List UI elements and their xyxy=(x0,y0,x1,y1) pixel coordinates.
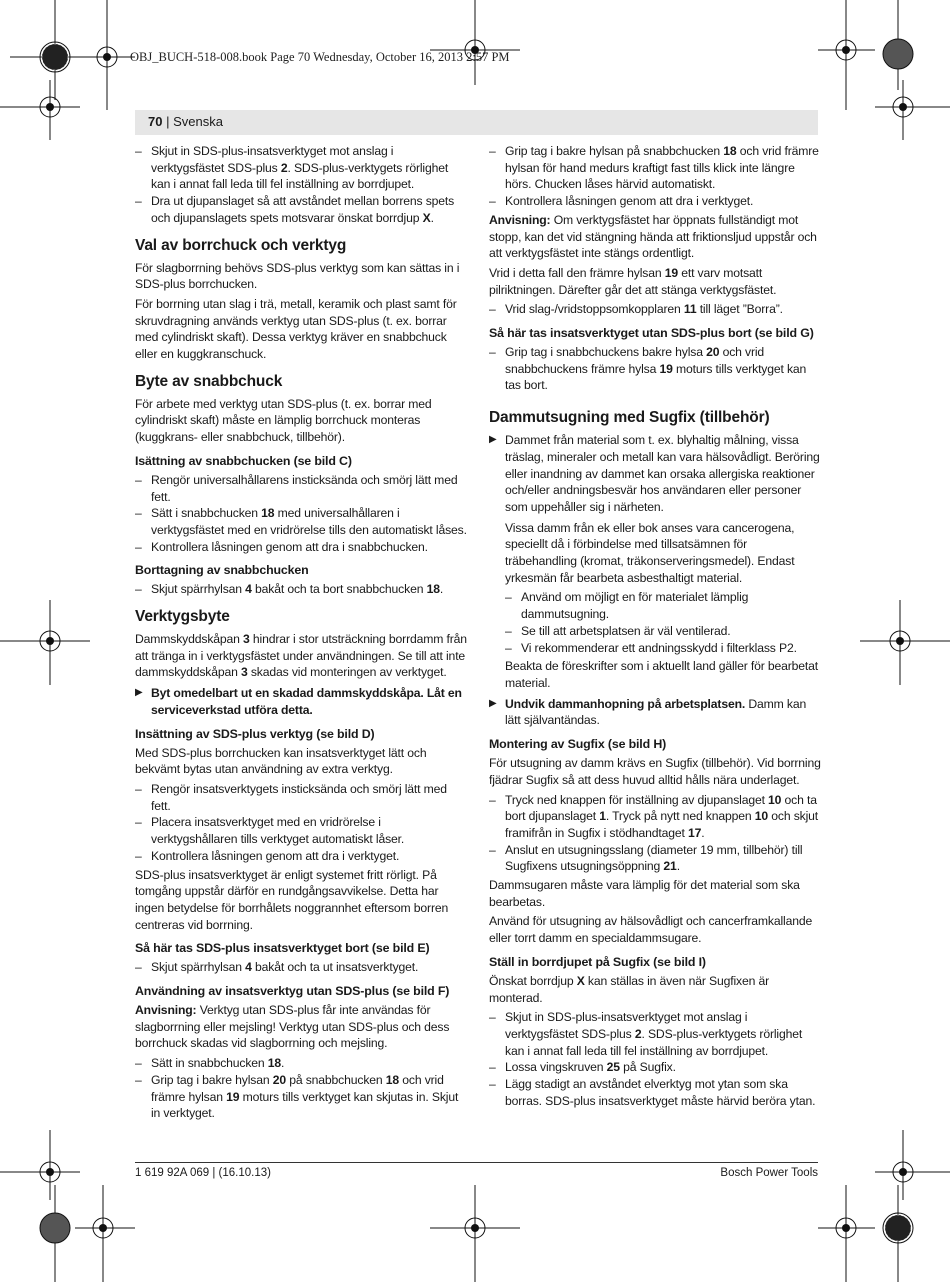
page-header xyxy=(148,114,223,129)
list-item: – Rengör insatsverktygets insticksända och smörj lätt med fett. xyxy=(135,781,447,813)
list-item: – Kontrollera låsningen genom att dra i snabbchucken. xyxy=(135,539,428,554)
paragraph: Anvisning: Verktyg utan SDS-plus får inte användas för slagborrning eller mejsling! Verktyg utan SDS-plus och dess borrchuck skadas vid slagborrning och mejsling. xyxy=(135,1003,450,1051)
paragraph: Med SDS-plus borrchucken kan insatsverktyget lätt och bekvämt bytas utan användning av extra verktyg. xyxy=(135,745,427,777)
list-item: – Skjut spärrhylsan 4 bakåt och ta bort snabbchucken 18. xyxy=(135,582,444,597)
bullet-list xyxy=(135,581,467,598)
paragraph: SDS-plus insatsverktyget är enligt systemet fritt rörligt. På tomgång uppstår därför en rundgångsavvikelse. Detta har ingen betydelse för borrhålets noggrannhet eftersom borren centreras vid borrning. xyxy=(135,867,449,932)
bullet-list xyxy=(135,959,467,976)
paragraph: För borrning utan slag i trä, metall, keramik och plast samt för skruvdragning används verktyg utan SDS-plus (t. ex. borrar med cylindriskt skaft). Dessa verktyg kräver en snabbchuck eller en kuggkranschuck. xyxy=(135,296,457,362)
warning-note: ▶ Dammet från material som t. ex. blyhaltig målning, vissa träslag, mineraler och metall kan vara hälsovådligt. Beröring eller inandning av dammet kan orsaka allergiska reaktioner och/eller andningsbesvär hos användaren eller personer som uppehåller sig i närheten. xyxy=(489,433,820,514)
subsection-heading: Ställ in borrdjupet på Sugfix (se bild I) xyxy=(489,954,706,969)
list-item: – Grip tag i bakre hylsan på snabbchucken 18 och vrid främre hylsan för hand medurs kraftigt fast tills klick inte längre hörs. Chucken låses härvid automatiskt. xyxy=(489,144,819,192)
bullet-list xyxy=(489,301,821,318)
list-item: – Skjut in SDS-plus-insatsverktyget mot anslag i verktygsfästet SDS-plus 2. SDS-plus-verktygets rörlighet kan i annat fall leda till fel inställning av borrdjupet. xyxy=(489,1010,803,1058)
list-item: – Dra ut djupanslaget så att avståndet mellan borrens spets och djupanslagets spets motsvarar önskat borrdjup X. xyxy=(135,194,455,225)
bullet-list xyxy=(489,344,821,394)
paragraph: För arbete med verktyg utan SDS-plus (t. ex. borrar med cylindriskt skaft) måste en lämplig borrchuck monteras (kuggkrans- eller snabbchuck, tillbehör). xyxy=(135,396,432,445)
bullet-list xyxy=(489,589,821,656)
bullet-list xyxy=(489,143,821,210)
list-item: – Placera insatsverktyget med en vridrörelse i verktygshållaren tills verktyget automatiskt låser. xyxy=(135,815,405,847)
paragraph: Dammsugaren måste vara lämplig för det material som ska bearbetas. xyxy=(489,878,800,909)
header-separator: | xyxy=(162,114,174,129)
paragraph: Anvisning: Om verktygsfästet har öppnats fullständigt mot stopp, kan det vid stängning hända att friktionsljud uppstår och att verktygsfästet inte stängs ordentligt. xyxy=(489,212,817,261)
subsection-heading: Isättning av snabbchucken (se bild C) xyxy=(135,453,352,468)
list-item: – Kontrollera låsningen genom att dra i verktyget. xyxy=(489,194,754,209)
page-header-bar xyxy=(135,110,818,135)
list-item: – Använd om möjligt en för materialet lämplig dammutsugning. xyxy=(505,590,749,622)
paragraph: Dammskyddskåpan 3 hindrar i stor utsträckning borrdamm från att tränga in i verktygsfästet under användningen. Se till att inte dammskyddskåpan 3 skadas vid monteringen av verktyget. xyxy=(135,632,467,680)
paragraph: För slagborrning behövs SDS-plus verktyg som kan sättas in i SDS-plus borrchucken. xyxy=(135,260,460,292)
list-item: – Kontrollera låsningen genom att dra i verktyget. xyxy=(135,848,400,863)
footer-brand: Bosch Power Tools xyxy=(720,1167,818,1179)
paragraph: Använd för utsugning av hälsovådligt och cancerframkallande eller torrt damm en specialdammsugare. xyxy=(489,914,813,946)
bullet-list xyxy=(135,472,467,556)
list-item: – Skjut spärrhylsan 4 bakåt och ta ut insatsverktyget. xyxy=(135,960,419,975)
right-column xyxy=(489,143,821,1111)
list-item: – Vi rekommenderar ett andningsskydd i filterklass P2. xyxy=(505,640,797,655)
bullet-list xyxy=(135,1055,467,1122)
footer-doc-number: 1 619 92A 069 | (16.10.13) xyxy=(135,1167,271,1179)
page-number: 70 xyxy=(148,114,163,129)
subsection-heading: Montering av Sugfix (se bild H) xyxy=(489,737,667,752)
left-column xyxy=(135,143,467,1124)
subsection-heading: Så här tas SDS-plus insatsverktyget bort (se bild E) xyxy=(135,941,430,956)
bullet-list xyxy=(135,781,467,865)
header-language: Svenska xyxy=(173,114,223,129)
list-item: – Rengör universalhållarens insticksända och smörj lätt med fett. xyxy=(135,472,458,504)
list-item: – Sätt i snabbchucken 18 med universalhållaren i verktygsfästet med en vridrörelse tills den automatiskt låses. xyxy=(135,506,467,537)
bullet-list xyxy=(489,792,821,876)
subsection-heading: Användning av insatsverktyg utan SDS-plus (se bild F) xyxy=(135,984,450,999)
paragraph: Beakta de föreskrifter som i aktuellt land gäller för bearbetat material. xyxy=(505,659,819,690)
list-item: – Grip tag i bakre hylsan 20 på snabbchucken 18 och vrid främre hylsan 19 moturs tills verktyget kan skjutas in. Skjut in verktyget. xyxy=(135,1072,459,1121)
warning-note: ▶ Byt omedelbart ut en skadad dammskyddskåpa. Låt en serviceverkstad utföra detta. xyxy=(135,686,462,717)
list-item: – Grip tag i snabbchuckens bakre hylsa 20 och vrid snabbchuckens främre hylsa 19 moturs tills verktyget kan tas bort. xyxy=(489,345,807,393)
subsection-heading: Så här tas insatsverktyget utan SDS-plus bort (se bild G) xyxy=(489,326,814,341)
bullet-list xyxy=(489,1009,821,1109)
section-heading: Byte av snabbchuck xyxy=(135,372,283,390)
list-item: – Anslut en utsugningsslang (diameter 19 mm, tillbehör) till Sugfixens utsugningsöppning 21. xyxy=(489,842,803,874)
paragraph: Vissa damm från ek eller bok anses vara cancerogena, speciellt då i förbindelse med tillsatsämnen för träbehandling (kromat, träkonserveringsmedel). Endast yrkesmän får bearbeta asbesthaltigt material. xyxy=(505,520,795,585)
list-item: – Skjut in SDS-plus-insatsverktyget mot anslag i verktygsfästet SDS-plus 2. SDS-plus-verktygets rörlighet kan i annat fall leda till fel inställning av borrdjupet. xyxy=(135,144,449,192)
list-item: – Se till att arbetsplatsen är väl ventilerad. xyxy=(505,623,731,638)
paragraph: För utsugning av damm krävs en Sugfix (tillbehör). Vid borrning fjädrar Sugfix så att dess huvud alltid hålls nära underlaget. xyxy=(489,756,821,787)
arrow-icon: ▶ xyxy=(489,697,497,709)
section-heading: Val av borrchuck och verktyg xyxy=(135,236,347,254)
subsection-heading: Insättning av SDS-plus verktyg (se bild D) xyxy=(135,726,375,741)
paragraph: Vrid i detta fall den främre hylsan 19 ett varv motsatt pilriktningen. Därefter går det att stänga verktygsfästet. xyxy=(489,265,777,297)
section-heading: Verktygsbyte xyxy=(135,608,230,626)
list-item: – Lossa vingskruven 25 på Sugfix. xyxy=(489,1060,676,1075)
arrow-icon: ▶ xyxy=(135,687,143,699)
print-info-line: OBJ_BUCH-518-008.book Page 70 Wednesday, October 16, 2013 2:57 PM xyxy=(130,50,510,64)
list-item: – Tryck ned knappen för inställning av djupanslaget 10 och ta bort djupanslaget 1. Tryck på nytt ned knappen 10 och skjut framifrån in Sugfix i stödhandtaget 17. xyxy=(489,792,819,840)
warning-note: ▶ Undvik dammanhopning på arbetsplatsen. Damm kan lätt självantändas. xyxy=(489,696,807,728)
list-item: – Sätt in snabbchucken 18. xyxy=(135,1056,285,1071)
paragraph: Önskat borrdjup X kan ställas in även när Sugfixen är monterad. xyxy=(489,973,769,1005)
section-heading: Dammutsugning med Sugfix (tillbehör) xyxy=(489,409,770,427)
list-item: – Lägg stadigt an avståndet elverktyg mot ytan som ska borras. SDS-plus insatsverktyget måste härvid beröra ytan. xyxy=(489,1077,816,1108)
list-item: – Vrid slag-/vridstoppsomkopplaren 11 till läget ”Borra”. xyxy=(489,302,783,317)
footer-rule xyxy=(135,1162,818,1163)
bullet-list xyxy=(135,143,467,227)
subsection-heading: Borttagning av snabbchucken xyxy=(135,563,309,578)
arrow-icon: ▶ xyxy=(489,434,497,446)
